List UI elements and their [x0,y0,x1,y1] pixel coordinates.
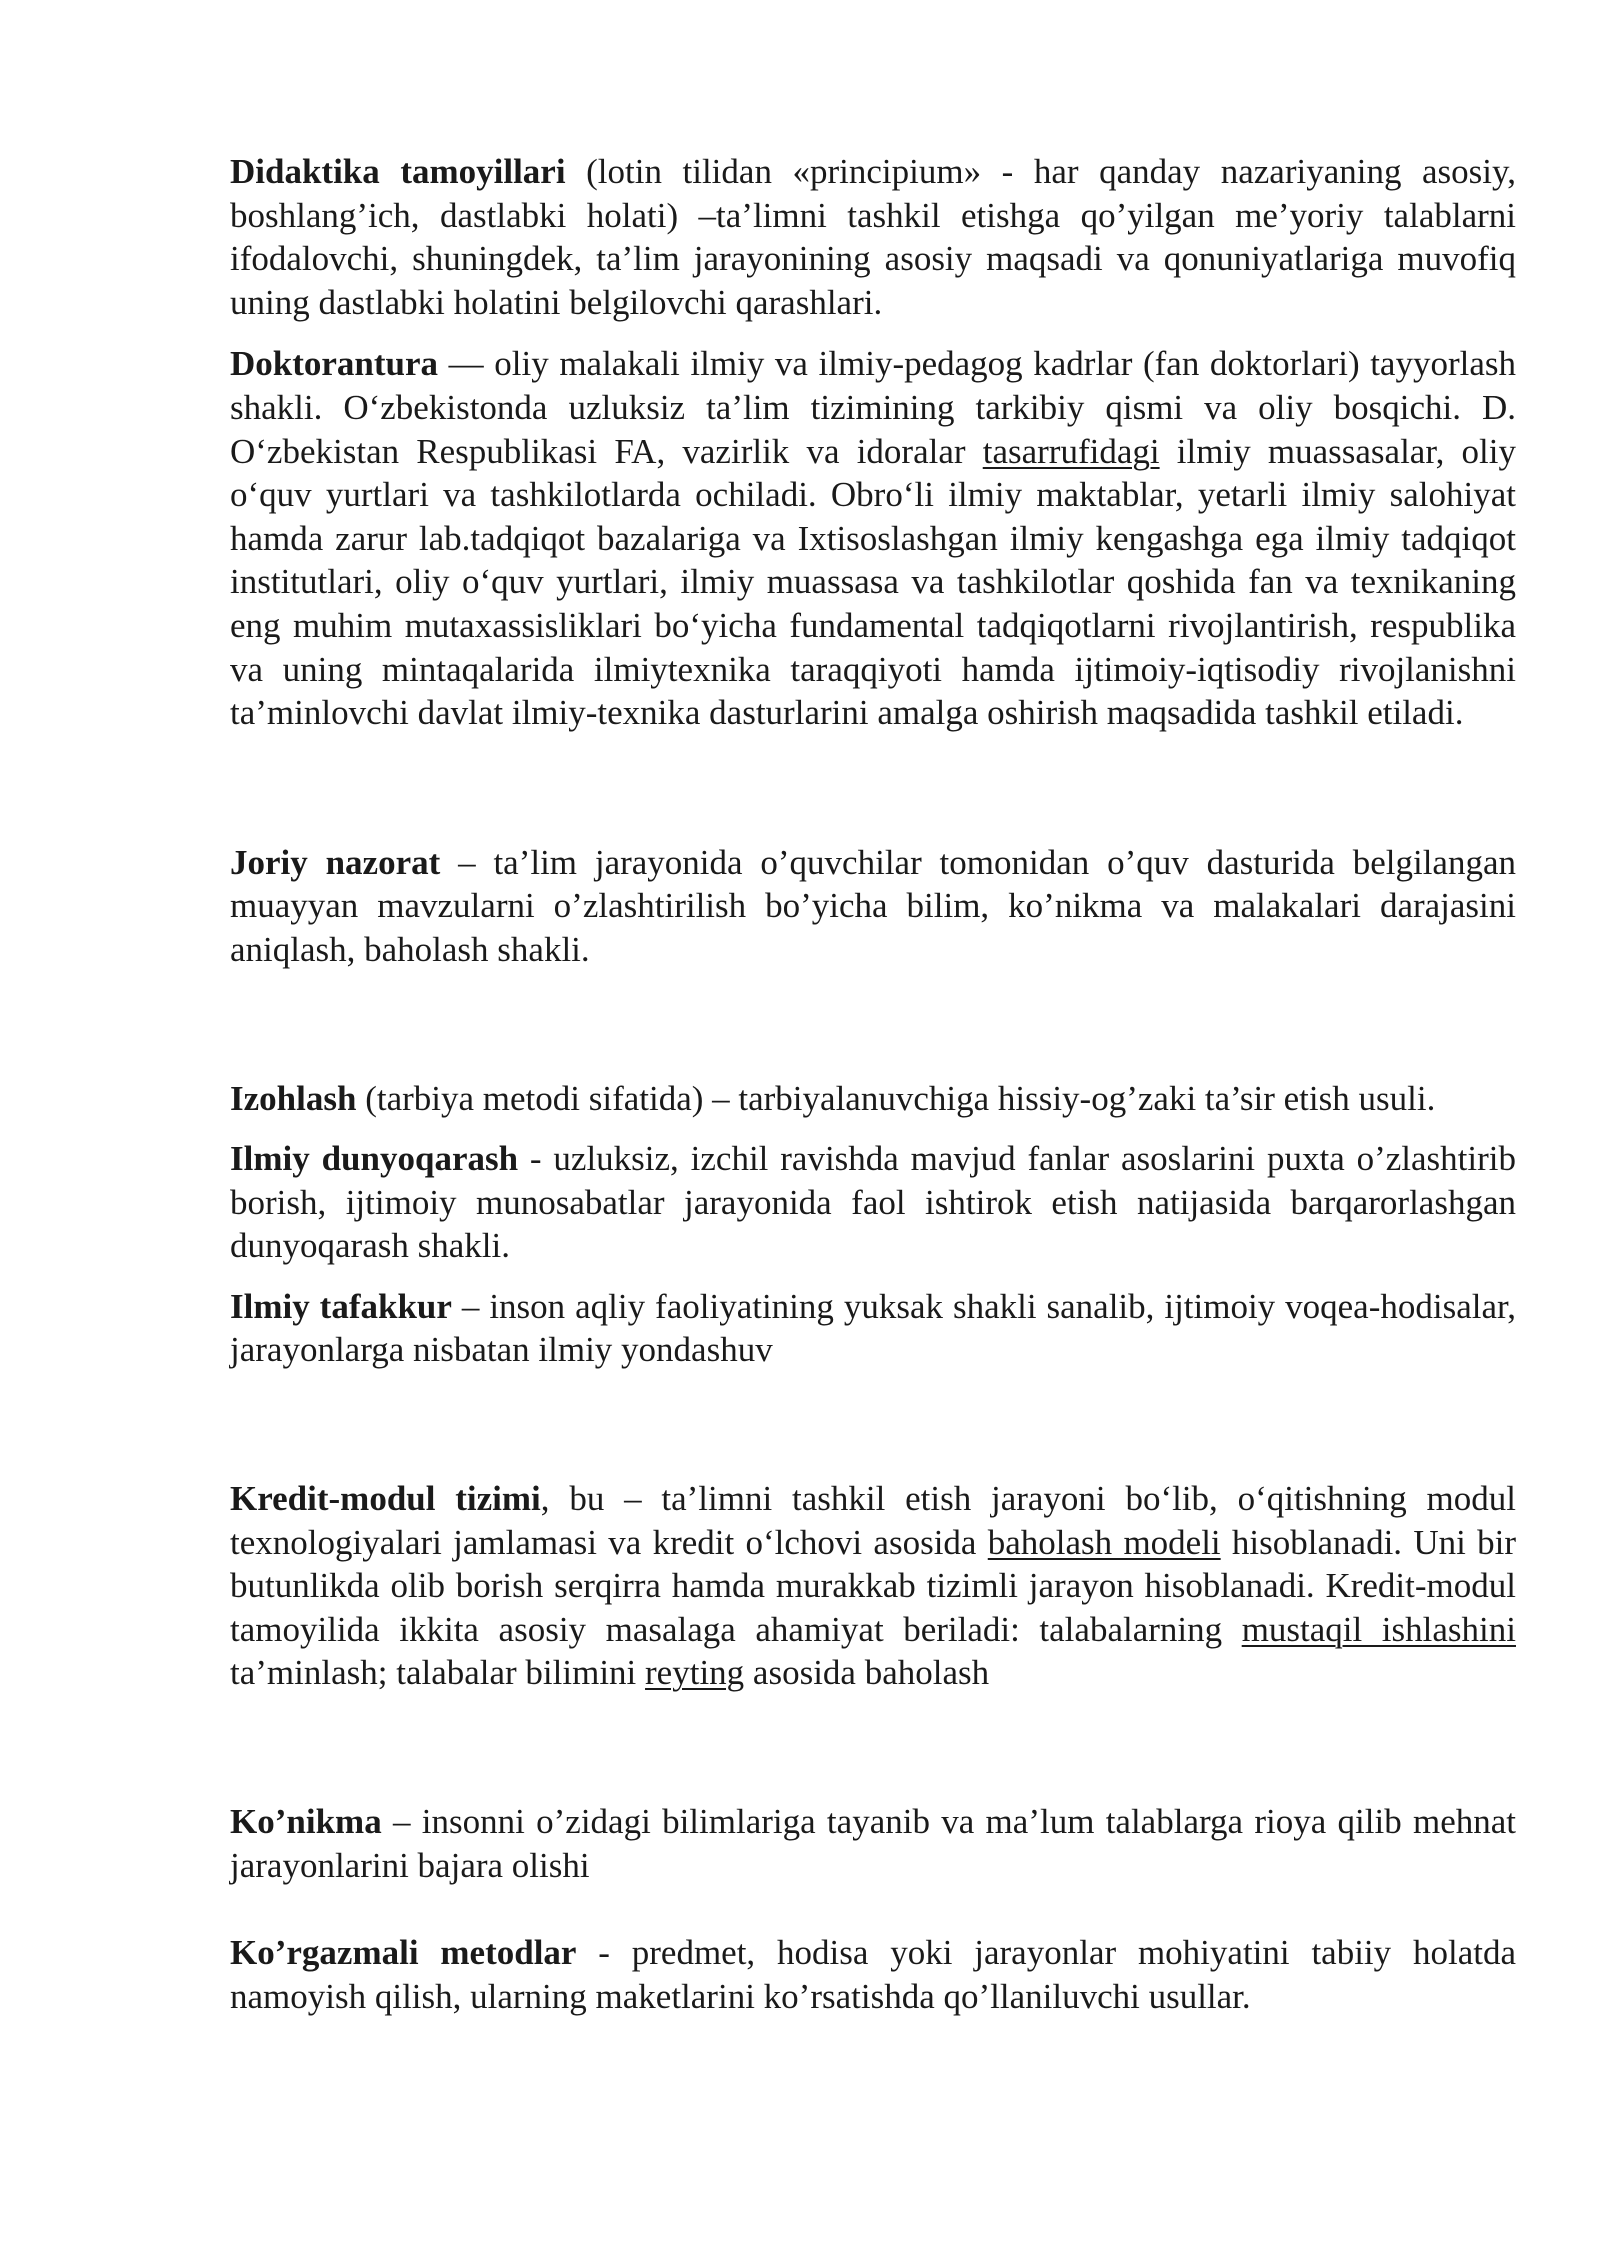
entry-term: Joriy nazorat [230,842,441,882]
entry-definition: - predmet, hodisa yoki jarayonlar mohiyatini tabiiy holatda namoyish qilish, ularning maketlarini ko’rsatishda qo’llaniluvchi usullar. [230,1933,1516,2016]
entry-definition: ilmiy muassasalar, oliy o‘quv yurtlari va tashkilotlarda ochiladi. Obro‘li ilmiy maktablar, yetarli ilmiy salohiyat hamda zarur lab.tadqiqot bazalariga va Ixtisoslashgan ilmiy kengashga ega ilmiy tadqiqot institutlari, oliy o‘quv yurtlari, ilmiy muassasa va tashkilotlar qoshida fan va texnikaning eng muhim mutaxassisliklari bo‘yicha fundamental tadqiqotlarni rivojlantirish, respublika va uning mintaqalarida ilmiytexnika taraqqiyoti hamda ijtimoiy-iqtisodiy rivojlanishni ta’minlovchi davlat ilmiy-texnika dasturlarini amalga oshirish maqsadida tashkil etiladi. [230,431,1516,733]
underlined-link-tasarrufidagi[interactable]: tasarrufidagi [982,431,1160,471]
entry-term: Doktorantura [230,344,439,384]
entry-definition: – insonni o’zidagi bilimlariga tayanib va ma’lum talablarga rioya qilib mehnat jarayonlarini bajara olishi [230,1802,1516,1885]
entry-definition: (lotin tilidan «principium» - har qanday nazariyaning asosiy, boshlang’ich, dastlabki holati) –ta’limni tashkil etishga qo’yilgan me’yoriy talablarni ifodalovchi, shuningdek, ta’lim jarayonining asosiy maqsadi va qonuniyatlariga muvofiq uning dastlabki holatini belgilovchi qarashlari. [230,152,1516,322]
entry-definition: , bu – ta’limni tashkil etish jarayoni bo‘lib, o‘qitishning modul texnologiyalari jamlamasi va kredit o‘lchovi asosida [230,1479,1516,1562]
entry-term: Ko’rgazmali metodlar [230,1933,577,1973]
document-page [230,150,1516,2018]
entry-definition: ta’minlash; talabalar bilimini [230,1653,646,1693]
glossary-entry-kredit-modul-tizimi [230,1477,1516,1695]
underlined-link-reyting[interactable]: reyting [645,1653,745,1693]
glossary-entry-ilmiy-dunyoqarash [230,1137,1516,1268]
entry-definition: hisoblanadi. Uni bir butunlikda olib borish serqirra hamda murakkab tizimli jarayon hisoblanadi. Kredit-modul tamoyilida ikkita asosiy masalaga ahamiyat beriladi: talabalarning [230,1522,1516,1649]
glossary-entry-korgazmali-metodlar [230,1931,1516,2018]
glossary-entry-joriy-nazorat [230,841,1516,972]
entry-definition: - uzluksiz, izchil ravishda mavjud fanlar asoslarini puxta o’zlashtirib borish, ijtimoiy munosabatlar jarayonida faol ishtirok etish natijasida barqarorlashgan dunyoqarash shakli. [230,1139,1516,1266]
glossary-entry-konikma [230,1800,1516,1887]
glossary-entry-izohlash [230,1077,1516,1121]
glossary-entry-didaktika [230,150,1516,324]
entry-term: Kredit-modul tizimi [230,1479,541,1519]
entry-term: Izohlash [230,1078,357,1118]
glossary-entry-ilmiy-tafakkur [230,1285,1516,1372]
underlined-link-mustaqil-ishlashini[interactable]: mustaqil ishlashini [1241,1609,1516,1649]
entry-term: Didaktika tamoyillari [230,152,566,191]
entry-term: Ilmiy tafakkur [230,1286,452,1326]
underlined-link-baholash-modeli[interactable]: baholash modeli [987,1522,1221,1562]
entry-term: Ilmiy dunyoqarash [230,1139,519,1179]
entry-definition: (tarbiya metodi sifatida) – tarbiyalanuvchiga hissiy-og’zaki ta’sir etish usuli. [356,1078,1436,1118]
entry-definition: – inson aqliy faoliyatining yuksak shakli sanalib, ijtimoiy voqea-hodisalar, jarayonlarga nisbatan ilmiy yondashuv [230,1286,1517,1370]
glossary-entry-doktorantura [230,342,1516,734]
entry-definition: — oliy malakali ilmiy va ilmiy-pedagog kadrlar (fan doktorlari) tayyorlash shakli. O‘zbekistonda uzluksiz ta’lim tizimining tarkibiy qismi va oliy bosqichi. D. O‘zbekistan Respublikasi FA, vazirlik va idoralar [230,344,1516,471]
entry-term: Ko’nikma [230,1802,382,1842]
entry-definition: – ta’lim jarayonida o’quvchilar tomonidan o’quv dasturida belgilangan muayyan mavzularni o’zlashtirilish bo’yicha bilim, ko’nikma va malakalari darajasini aniqlash, baholash shakli. [230,842,1516,969]
entry-definition: asosida baholash [744,1653,990,1693]
